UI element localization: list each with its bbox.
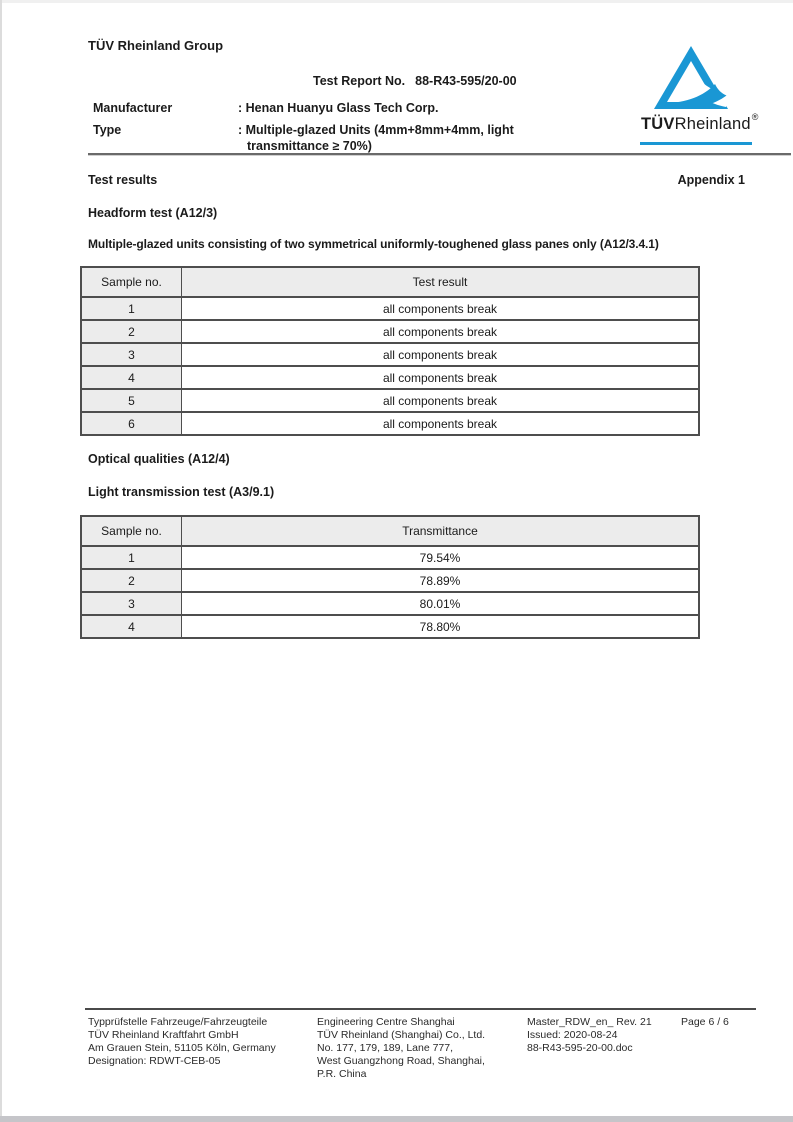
result-cell: all components break: [182, 367, 698, 388]
result-cell: 78.89%: [182, 570, 698, 591]
table-row: [82, 568, 698, 591]
footer-line: Engineering Centre Shanghai: [317, 1016, 455, 1028]
table-row: [82, 296, 698, 319]
footer-line: Typprüfstelle Fahrzeuge/Fahrzeugteile: [88, 1016, 268, 1028]
table-row: [82, 365, 698, 388]
sample-cell: 3: [82, 344, 182, 365]
headform-subtitle: Multiple-glazed units consisting of two symmetrical uniformly-toughened glass panes only (A12/3.4.1): [88, 237, 659, 251]
sample-cell: 6: [82, 413, 182, 434]
appendix-label: Appendix 1: [677, 173, 745, 187]
table-row: [82, 411, 698, 434]
footer-line: Issued: 2020-08-24: [527, 1029, 618, 1041]
report-number: 88-R43-595/20-00: [415, 74, 517, 88]
footer-line: Designation: RDWT-CEB-05: [88, 1055, 221, 1067]
result-cell: 80.01%: [182, 593, 698, 614]
table-row: [82, 388, 698, 411]
footer-line: No. 177, 179, 189, Lane 777,: [317, 1042, 454, 1054]
page-top-edge: [0, 0, 793, 3]
report-label: Test Report No.: [313, 74, 406, 88]
transmission-table-header-row: [82, 517, 698, 545]
footer-col-document-info: [527, 1016, 652, 1055]
footer-col-shanghai-office: [317, 1016, 485, 1081]
footer-line: 88-R43-595-20-00.doc: [527, 1042, 633, 1054]
table-row: [82, 545, 698, 568]
page-bottom-edge: [0, 1116, 793, 1122]
sample-cell: 1: [82, 547, 182, 568]
company-name: TÜV Rheinland Group: [88, 38, 224, 53]
footer-col-german-office: [88, 1016, 276, 1068]
sample-cell: 4: [82, 616, 182, 637]
type-label: Type: [93, 123, 122, 137]
column-header-sample: Sample no.: [82, 268, 182, 296]
tuv-logo-triangle-icon: [652, 45, 730, 111]
result-cell: all components break: [182, 344, 698, 365]
headform-table-header-row: [82, 268, 698, 296]
report-title: [313, 74, 517, 88]
footer-line: Master_RDW_en_ Rev. 21: [527, 1016, 652, 1028]
page-number: Page 6 / 6: [681, 1016, 729, 1028]
page-left-edge: [0, 0, 2, 1122]
footer-divider-rule: [85, 1008, 756, 1010]
optical-qualities-heading: Optical qualities (A12/4): [88, 452, 230, 466]
headform-test-heading: Headform test (A12/3): [88, 206, 218, 220]
table-row: [82, 319, 698, 342]
footer-line: P.R. China: [317, 1068, 367, 1080]
sample-cell: 2: [82, 570, 182, 591]
header-divider-rule: [88, 153, 791, 156]
footer-line: TÜV Rheinland Kraftfahrt GmbH: [88, 1029, 239, 1041]
brand-bold: TÜV: [641, 115, 675, 133]
result-cell: all components break: [182, 413, 698, 434]
column-header-transmittance: Transmittance: [182, 517, 698, 545]
footer-line: TÜV Rheinland (Shanghai) Co., Ltd.: [317, 1029, 486, 1041]
sample-cell: 4: [82, 367, 182, 388]
brand-regular: Rheinland: [674, 115, 751, 133]
registered-mark-icon: ®: [751, 112, 759, 122]
column-header-test-result: Test result: [182, 268, 698, 296]
logo-underline: [640, 142, 752, 145]
type-value-line2: transmittance ≥ 70%): [247, 139, 372, 153]
table-row: [82, 342, 698, 365]
manufacturer-label: Manufacturer: [93, 101, 173, 115]
footer-col-page-number: [681, 1016, 729, 1029]
table-row: [82, 614, 698, 637]
result-cell: 79.54%: [182, 547, 698, 568]
result-cell: all components break: [182, 298, 698, 319]
footer-line: Am Grauen Stein, 51105 Köln, Germany: [88, 1042, 276, 1054]
transmission-table: [80, 515, 700, 639]
sample-cell: 1: [82, 298, 182, 319]
headform-table: [80, 266, 700, 436]
column-header-sample: Sample no.: [82, 517, 182, 545]
manufacturer-value: : Henan Huanyu Glass Tech Corp.: [238, 101, 439, 115]
light-transmission-heading: Light transmission test (A3/9.1): [88, 485, 275, 499]
footer-line: West Guangzhong Road, Shanghai,: [317, 1055, 485, 1067]
result-cell: 78.80%: [182, 616, 698, 637]
brand-text: [641, 112, 759, 134]
result-cell: all components break: [182, 321, 698, 342]
sample-cell: 2: [82, 321, 182, 342]
sample-cell: 3: [82, 593, 182, 614]
result-cell: all components break: [182, 390, 698, 411]
test-results-heading: Test results: [88, 173, 158, 187]
type-value-line1: : Multiple-glazed Units (4mm+8mm+4mm, light: [238, 123, 514, 137]
table-row: [82, 591, 698, 614]
sample-cell: 5: [82, 390, 182, 411]
